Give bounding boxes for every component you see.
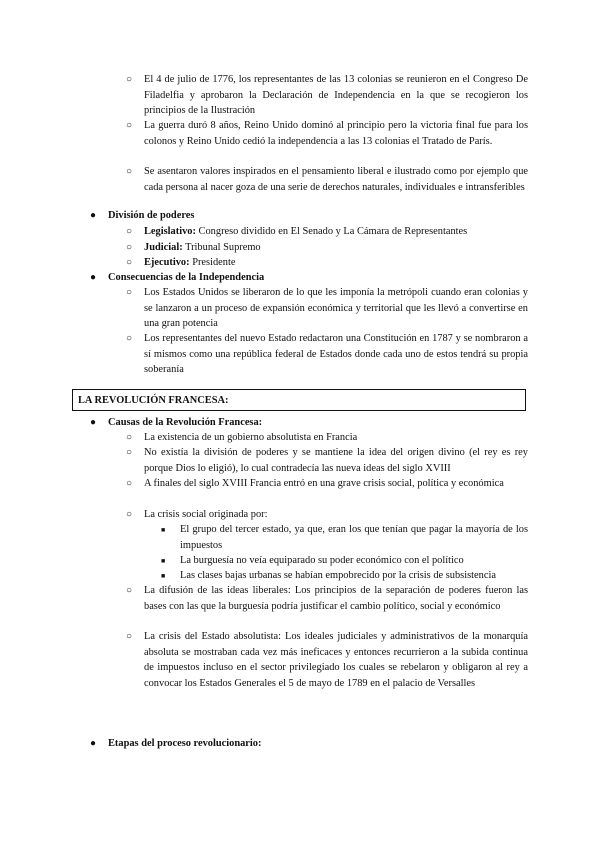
- section-title-box: LA REVOLUCIÓN FRANCESA:: [72, 389, 526, 411]
- filled-bullet-icon: ●: [90, 210, 97, 221]
- square-bullet-icon: ■: [161, 572, 166, 580]
- item-text: Tribunal Supremo: [182, 242, 261, 253]
- hollow-bullet-icon: ○: [126, 432, 133, 443]
- hollow-bullet-icon: ○: [126, 333, 133, 344]
- filled-bullet-icon: ●: [90, 272, 97, 283]
- hollow-bullet-icon: ○: [126, 120, 133, 131]
- filled-bullet-icon: ●: [90, 417, 97, 428]
- section-heading: Etapas del proceso revolucionario:: [108, 738, 262, 749]
- paragraph: La existencia de un gobierno absolutista en Francia: [144, 432, 358, 443]
- hollow-bullet-icon: ○: [126, 509, 133, 520]
- hollow-bullet-icon: ○: [126, 447, 133, 458]
- paragraph: Se asentaron valores inspirados en el pensamiento liberal e ilustrado como por ejemplo que cada persona al nacer goza de una serie de derechos naturales, individuales e intransferibles: [144, 166, 528, 193]
- section-heading: Causas de la Revolución Francesa:: [108, 417, 263, 428]
- paragraph: La crisis del Estado absolutista: Los ideales judiciales y administrativos de la monarquía absoluta se mostraban cada vez más ineficaces y entonces recurrieron a la subida continua de impuestos incluso en el sector privilegiado los cuales se rebelaron y obligaron al rey a convocar los Estados Generales el 5 de mayo de 1789 en el palacio de Versalles: [144, 631, 528, 689]
- item-text: Congreso dividido en El Senado y La Cámara de Representantes: [195, 226, 468, 237]
- paragraph: La difusión de las ideas liberales: Los principios de la separación de poderes fueron las bases con las que la burguesía podría justificar el cambio político, social y económico: [144, 585, 528, 612]
- paragraph: Los Estados Unidos se liberaron de lo que les imponía la metrópoli cuando eran colonias y se lanzaron a un proceso de expansión económica y territorial que les llevó a convertirse en una gran potencia: [144, 287, 528, 330]
- paragraph: A finales del siglo XVIII Francia entró en una grave crisis social, política y económica: [144, 478, 504, 489]
- hollow-bullet-icon: ○: [126, 631, 133, 642]
- filled-bullet-icon: ●: [90, 738, 97, 749]
- paragraph: No existía la división de poderes y se mantiene la idea del origen divino (el rey es rey porque Dios lo eligió), lo cual contradecía las nueva ideas del siglo XVIII: [144, 447, 528, 474]
- hollow-bullet-icon: ○: [126, 242, 133, 253]
- hollow-bullet-icon: ○: [126, 166, 133, 177]
- paragraph: El grupo del tercer estado, ya que, eran los que tenían que pagar la mayoría de los impuestos: [180, 524, 528, 551]
- item-label: Judicial:: [144, 242, 183, 253]
- hollow-bullet-icon: ○: [126, 287, 133, 298]
- item-label: Legislativo:: [144, 226, 196, 237]
- paragraph: La crisis social originada por:: [144, 509, 268, 520]
- hollow-bullet-icon: ○: [126, 74, 133, 85]
- hollow-bullet-icon: ○: [126, 478, 133, 489]
- square-bullet-icon: ■: [161, 526, 166, 534]
- section-heading: Consecuencias de la Independencia: [108, 272, 265, 283]
- hollow-bullet-icon: ○: [126, 257, 133, 268]
- paragraph: La guerra duró 8 años, Reino Unido dominó al principio pero la victoria final fue para los colonos y Reino Unido cedió la independencia a las 13 colonias el Tratado de París.: [144, 120, 528, 147]
- hollow-bullet-icon: ○: [126, 585, 133, 596]
- item-label: Ejecutivo:: [144, 257, 190, 268]
- section-heading: División de poderes: [108, 210, 195, 221]
- hollow-bullet-icon: ○: [126, 226, 133, 237]
- item-text: Presidente: [189, 257, 236, 268]
- paragraph: Los representantes del nuevo Estado redactaron una Constitución en 1787 y se nombraron a sí mismos como una república federal de Estados donde cada uno de estos tendrá su propia soberanía: [144, 333, 528, 376]
- paragraph: Las clases bajas urbanas se habían empobrecido por la crisis de subsistencia: [180, 570, 496, 581]
- paragraph: La burguesía no veía equiparado su poder económico con el político: [180, 555, 464, 566]
- square-bullet-icon: ■: [161, 557, 166, 565]
- paragraph: El 4 de julio de 1776, los representantes de las 13 colonias se reunieron en el Congreso De Filadelfia y aprobaron la Declaración de Independencia en la que se recogieron los principios de la Ilustración: [144, 74, 528, 117]
